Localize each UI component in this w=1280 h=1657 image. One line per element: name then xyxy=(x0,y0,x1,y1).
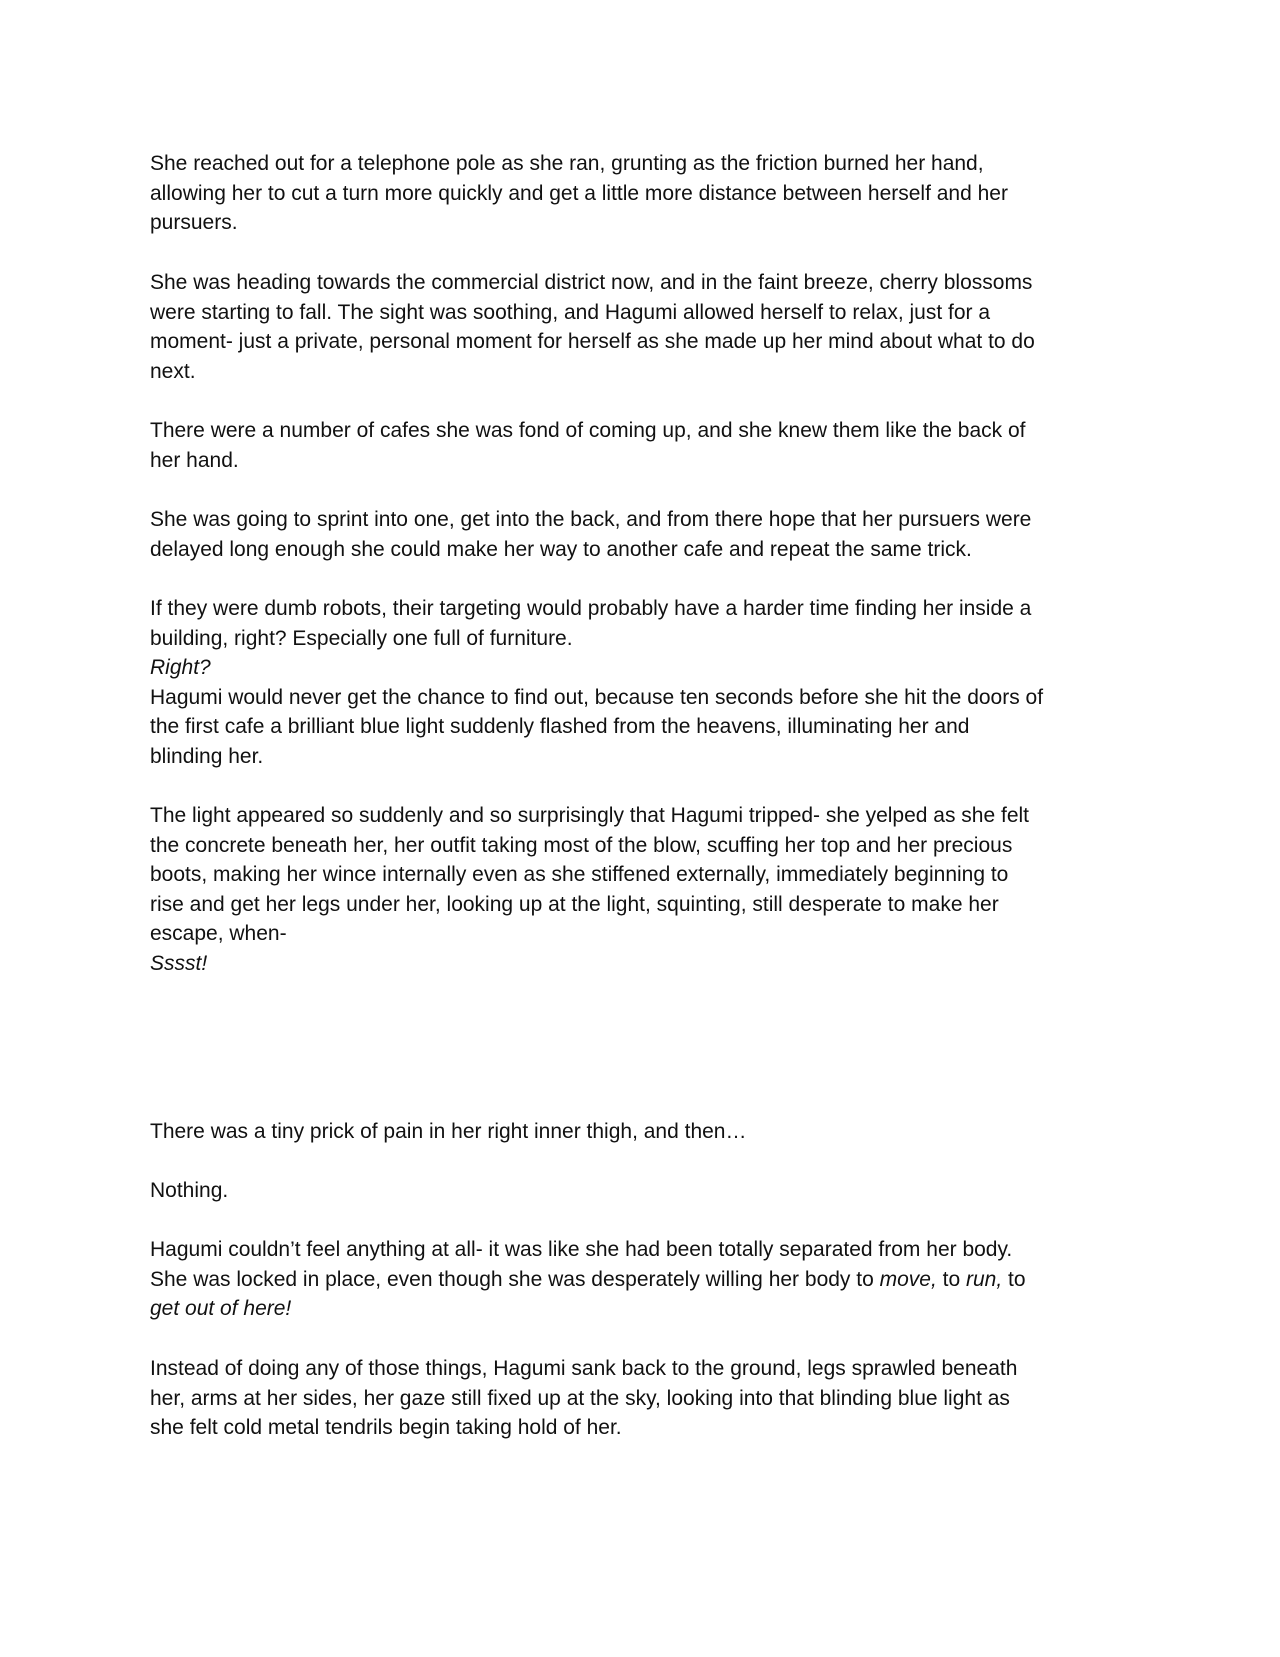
italic-text-segment: move, xyxy=(879,1267,937,1291)
text-line: her hand. xyxy=(150,448,239,472)
text-segment: to xyxy=(936,1267,966,1291)
text-line: There was a tiny prick of pain in her right inner thigh, and then… xyxy=(150,1120,747,1143)
paragraph-2 xyxy=(150,268,1150,386)
paragraph-10 xyxy=(150,1354,1150,1443)
text-line: Instead of doing any of those things, Hagumi sank back to the ground, legs sprawled beneath xyxy=(150,1357,1018,1380)
text-line: She reached out for a telephone pole as she ran, grunting as the friction burned her hand, xyxy=(150,152,984,175)
text-line: She was heading towards the commercial district now, and in the faint breeze, cherry blossoms xyxy=(150,271,1033,294)
text-line: the concrete beneath her, her outfit taking most of the blow, scuffing her top and her precious xyxy=(150,833,1013,857)
text-line: pursuers. xyxy=(150,211,238,234)
text-line: allowing her to cut a turn more quickly and get a little more distance between herself and her xyxy=(150,181,1008,205)
text-line: There were a number of cafes she was fond of coming up, and she knew them like the back of xyxy=(150,419,1026,442)
paragraph-3 xyxy=(150,416,1150,475)
italic-text-line: Right? xyxy=(150,656,211,679)
text-line: Nothing. xyxy=(150,1179,229,1202)
paragraph-9 xyxy=(150,1235,1150,1324)
italic-text-line: get out of here! xyxy=(150,1297,292,1320)
text-line: blinding her. xyxy=(150,744,264,768)
text-line: she felt cold metal tendrils begin taking hold of her. xyxy=(150,1416,622,1439)
paragraph-1 xyxy=(150,149,1150,238)
text-line: rise and get her legs under her, looking up at the light, squinting, still desperate to make her xyxy=(150,892,999,916)
text-segment: She was locked in place, even though she was desperately willing her body to xyxy=(150,1267,880,1291)
text-line: were starting to fall. The sight was soothing, and Hagumi allowed herself to relax, just for a xyxy=(150,300,991,324)
text-segment: to xyxy=(1002,1267,1026,1291)
paragraph-5 xyxy=(150,594,1150,771)
italic-text-line: Sssst! xyxy=(150,951,208,975)
text-line: building, right? Especially one full of furniture. xyxy=(150,626,573,650)
paragraph-8 xyxy=(150,1176,1150,1206)
text-line: delayed long enough she could make her way to another cafe and repeat the same trick. xyxy=(150,537,972,561)
text-line: her, arms at her sides, her gaze still fixed up at the sky, looking into that blinding blue light as xyxy=(150,1386,1010,1410)
text-line: escape, when- xyxy=(150,922,287,945)
text-line: Hagumi couldn’t feel anything at all- it was like she had been totally separated from her body. xyxy=(150,1238,1013,1261)
paragraph-6 xyxy=(150,801,1150,978)
text-line: the first cafe a brilliant blue light suddenly flashed from the heavens, illuminating her and xyxy=(150,715,970,738)
text-line: boots, making her wince internally even as she stiffened externally, immediately beginning to xyxy=(150,863,1009,886)
text-line: moment- just a private, personal moment for herself as she made up her mind about what to do xyxy=(150,330,1035,353)
italic-text-segment: run, xyxy=(965,1267,1003,1291)
text-line: The light appeared so suddenly and so surprisingly that Hagumi tripped- she yelped as she felt xyxy=(150,804,1030,827)
mixed-text-line xyxy=(150,1265,1150,1295)
text-line: If they were dumb robots, their targeting would probably have a harder time finding her inside a xyxy=(150,597,1032,620)
text-line: next. xyxy=(150,359,196,383)
paragraph-4 xyxy=(150,505,1150,564)
paragraph-7 xyxy=(150,1117,1150,1147)
text-line: She was going to sprint into one, get into the back, and from there hope that her pursuers were xyxy=(150,508,1032,531)
text-line: Hagumi would never get the chance to find out, because ten seconds before she hit the doors of xyxy=(150,685,1044,709)
